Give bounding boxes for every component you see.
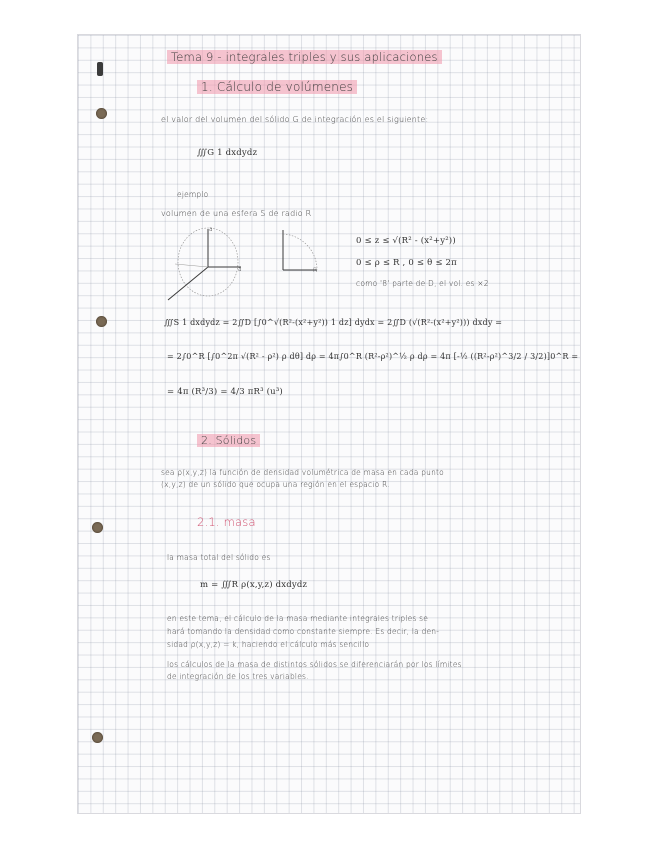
z-limits: 0 ≤ z ≤ √(R² - (x²+y²)) [356,236,456,246]
quarter-circle-sketch [275,226,325,276]
sphere-axes-sketch [165,224,270,304]
section-2-1-heading: 2.1. masa [197,515,256,529]
mass-paragraph-1-line-1: en este tema, el cálculo de la masa mediante integrales triples se [167,614,429,623]
section-1-heading: 1. Cálculo de volúmenes [197,80,357,94]
sec2-line-1: sea ρ(x,y,z) la función de densidad volumétrica de masa en cada punto [161,468,444,477]
section-2-heading: 2. Sólidos [197,434,260,447]
mass-paragraph-1-line-3: sidad ρ(x,y,z) = k, haciendo el cálculo más sencillo [167,640,370,649]
mass-paragraph-2-line-2: de integración de los tres variables. [167,672,309,681]
mass-paragraph-2-line-1: los cálculos de la masa de distintos sólidos se diferenciarán por los límites [167,660,462,669]
mass-intro: la masa total del sólido es [167,553,271,562]
notebook-page [78,35,580,813]
polar-limits: 0 ≤ ρ ≤ R , 0 ≤ θ ≤ 2π [356,258,457,268]
symmetry-note: como '8' parte de D, el vol. es ×2 [356,279,489,288]
punch-hole [92,522,103,533]
mass-paragraph-1-line-2: hará tomando la densidad como constante siempre. Es decir, la den- [167,627,440,636]
punch-hole [96,316,107,327]
mass-formula: m = ∭R ρ(x,y,z) dxdydz [200,580,308,590]
binder-slot [97,62,103,76]
radius-label: R [313,267,318,274]
punch-hole [92,732,103,743]
page-title: Tema 9 - integrales triples y sus aplicaciones [167,50,442,64]
z-axis-label: a [209,226,213,233]
calc-step-1: ∭S 1 dxdydz = 2∬D [∫0^√(R²-(x²+y²)) 1 dz] dydx = 2∬D (√(R²-(x²+y²))) dxdy = [164,318,503,327]
example-text: volumen de una esfera S de radio R [161,209,312,218]
sec1-intro: el valor del volumen del sólido G de integración es el siguiente: [161,115,429,124]
punch-hole [96,108,107,119]
sec2-line-2: (x,y,z) de un sólido que ocupa una región en el espacio R. [161,480,390,489]
calc-step-2: = 2∫0^R [∫0^2π √(R² - ρ²) ρ dθ] dρ = 4π∫0^R (R²-ρ²)^½ ρ dρ = 4π [-½ ((R²-ρ²)^3/2 / 3/2)]0^R = [167,352,579,361]
example-label: ejemplo [177,190,209,199]
y-axis-label: a [238,266,242,273]
calc-step-3: = 4π (R³/3) = 4/3 πR³ (u³) [167,387,283,397]
volume-formula: ∭G 1 dxdydz [197,148,258,158]
